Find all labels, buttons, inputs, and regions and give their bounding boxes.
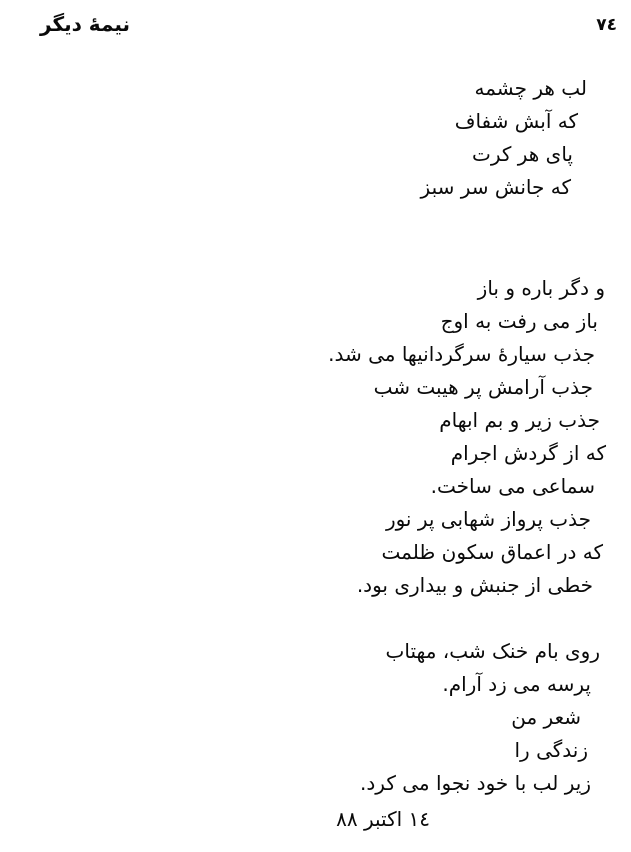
page-number: ٧٤ [596,15,617,35]
poem-line: خطی از جنبش و بیداری بود. [356,573,593,597]
poem-line: سماعی می ساخت. [430,474,595,498]
poem-date: ١٤ اکتبر ٨٨ [336,807,430,831]
poem-line: باز می رفت به اوج [440,309,598,333]
poem-line: که از گردش اجرام [450,441,606,465]
stanza [0,272,631,602]
poem-line: پرسه می زد آرام. [442,672,591,696]
book-title: نیمۀ دیگر [40,12,131,36]
poem-line: که در اعماق سکون ظلمت [381,540,603,564]
poem-body [0,72,631,836]
page-header [0,10,631,42]
poem-line: شعر من [511,705,581,729]
poem-line: جذب زیر و بم ابهام [439,408,600,432]
poem-line: زندگی را [514,738,588,762]
stanza [0,635,631,800]
stanza [0,72,631,204]
poem-line: پای هر کرت [472,142,573,166]
poem-line: جذب آرامش پر هیبت شب [373,375,593,399]
poem-line: که آبش شفاف [454,109,578,133]
poem-line: و دگر باره و باز [477,276,605,300]
poem-line: لب هر چشمه [474,76,587,100]
poem-line: جذب پرواز شهابی پر نور [385,507,591,531]
poem-line: جذب سیارۀ سرگردانیها می شد. [328,342,595,366]
poem-line: که جانش سر سبز [420,175,571,199]
poem-line: زیر لب با خود نجوا می کرد. [360,771,591,795]
poem-line: روی بام خنک شب، مهتاب [385,639,600,663]
